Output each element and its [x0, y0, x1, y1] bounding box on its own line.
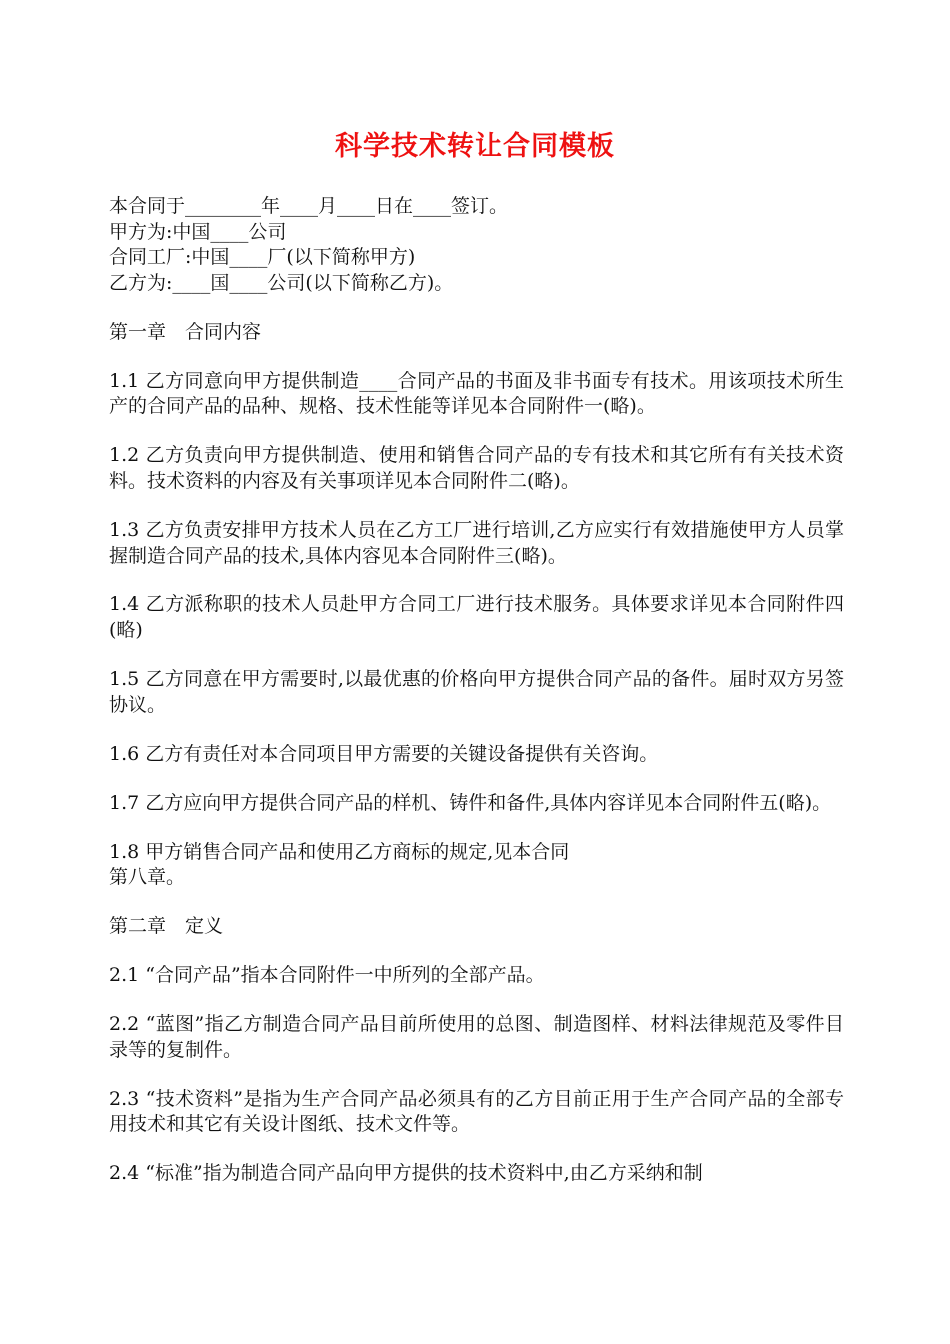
contract-factory-line: 合同工厂:中国____厂(以下简称甲方) — [109, 246, 416, 269]
clause-1-1: 1.1 乙方同意向甲方提供制造____合同产品的书面及非书面专有技术。用该项技术所生产的合同产品的品种、规格、技术性能等详见本合同附件一(略)。 — [109, 369, 844, 418]
clause-1-8-line-1: 1.8 甲方销售合同产品和使用乙方商标的规定,见本合同 — [109, 840, 570, 863]
header-block — [109, 194, 844, 296]
clause-1-8-line-2: 第八章。 — [109, 866, 186, 889]
clause-1-5: 1.5 乙方同意在甲方需要时,以最优惠的价格向甲方提供合同产品的备件。届时双方另签协议。 — [109, 668, 844, 716]
clause-1-8 — [109, 840, 844, 891]
clause-2-1: 2.1 “合同产品”指本合同附件一中所列的全部产品。 — [109, 964, 545, 987]
clause-2-3: 2.3 “技术资料”是指为生产合同产品必须具有的乙方目前正用于生产合同产品的全部专用技术和其它有关设计图纸、技术文件等。 — [109, 1087, 844, 1136]
document-body — [109, 194, 844, 1187]
chapter-2-heading: 第二章 定义 — [109, 915, 224, 938]
document-title: 科学技术转让合同模板 — [335, 131, 615, 162]
clause-1-6: 1.6 乙方有责任对本合同项目甲方需要的关键设备提供有关咨询。 — [109, 742, 659, 765]
party-a-line: 甲方为:中国____公司 — [109, 220, 287, 243]
party-b-line: 乙方为:____国____公司(以下简称乙方)。 — [109, 271, 454, 294]
chapter-1-heading: 第一章 合同内容 — [109, 320, 262, 343]
clause-2-4: 2.4 “标准”指为制造合同产品向甲方提供的技术资料中,由乙方采纳和制 — [109, 1162, 703, 1185]
signing-date-line: 本合同于________年____月____日在____签订。 — [109, 195, 509, 217]
clause-1-4: 1.4 乙方派称职的技术人员赴甲方合同工厂进行技术服务。具体要求详见本合同附件四(略) — [109, 593, 844, 642]
clause-1-2: 1.2 乙方负责向甲方提供制造、使用和销售合同产品的专有技术和其它所有有关技术资料。技术资料的内容及有关事项详见本合同附件二(略)。 — [109, 444, 844, 492]
clause-1-7: 1.7 乙方应向甲方提供合同产品的样机、铸件和备件,具体内容详见本合同附件五(略)。 — [109, 791, 832, 814]
clause-2-2: 2.2 “蓝图”指乙方制造合同产品目前所使用的总图、制造图样、材料法律规范及零件目录等的复制件。 — [109, 1013, 844, 1061]
clause-1-3: 1.3 乙方负责安排甲方技术人员在乙方工厂进行培训,乙方应实行有效措施使甲方人员掌握制造合同产品的技术,具体内容见本合同附件三(略)。 — [109, 518, 844, 567]
